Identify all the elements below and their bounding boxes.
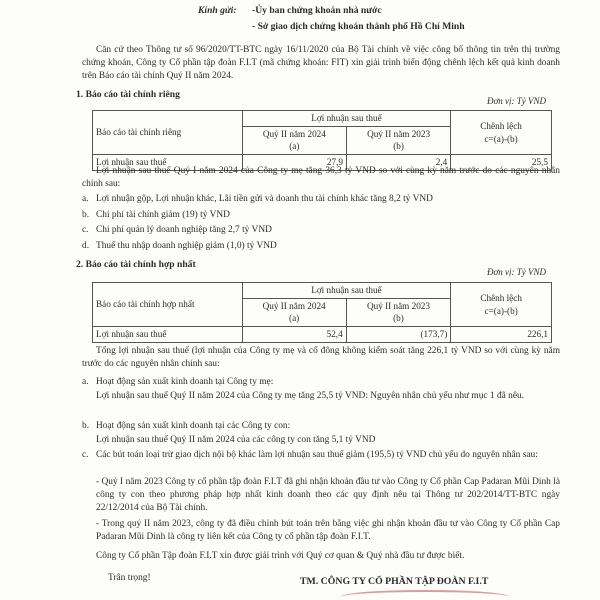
s1-col-c-header (451, 111, 552, 155)
s1-col-a-header (242, 126, 346, 154)
section1-table (92, 110, 552, 171)
s2-col-b-header (346, 298, 451, 326)
s1-col-b-header (346, 126, 450, 154)
s2-col-a-tag: (a) (289, 313, 300, 324)
list-item (82, 193, 560, 206)
item-text: Chi phí quản lý doanh nghiệp tăng 2,7 tỷ VND (96, 225, 272, 235)
s2-col-b-label: Quý II năm 2023 (366, 300, 430, 311)
item-text: Chi phí tài chính giảm (19) tỷ VND (96, 210, 230, 220)
item-label: c. (82, 225, 89, 235)
item-label: b. (82, 421, 90, 431)
s1-val-a: 27,9 (242, 155, 346, 171)
list-item (82, 449, 560, 462)
item-title: Các bút toán loại trừ giao dịch nội bộ khác làm lợi nhuận sau thuế giảm (195,5) tỷ VND chủ yếu do nguyên nhân sau: (96, 450, 538, 460)
section1-unit: Đơn vị: Tỷ VND (486, 96, 546, 106)
item-title: Hoạt động sản xuất kinh doanh tại các Công ty con: (96, 421, 291, 431)
s1-val-b: 2,4 (346, 155, 450, 171)
s1-col-b-label: Quý II năm 2023 (367, 128, 431, 139)
s2-col-a-header (242, 298, 346, 326)
recipient-1: -Ủy ban chứng khoán nhà nước (252, 5, 382, 16)
s2-col-c-label: Chênh lệch (480, 292, 522, 303)
section2-paragraph: Tổng lợi nhuận sau thuế (lợi nhuận của Công ty mẹ và cổ đông không kiểm soát tăng 226,1 tỷ VND so với cùng kỳ năm trước do các nguyên nhân chính sau: (82, 346, 560, 369)
s1-group-header: Lợi nhuận sau thuế (242, 111, 450, 127)
table-row (93, 327, 552, 343)
kinh-gui-label: Kính gửi: (198, 5, 237, 16)
s1-val-c: 25,5 (451, 155, 552, 171)
s2-col-b-tag: (b) (393, 313, 404, 324)
item-text: Thuế thu nhập doanh nghiệp giảm (1,0) tỷ VND (96, 241, 277, 251)
s1-row-header: Báo cáo tài chính riêng (93, 111, 243, 155)
list-item (82, 224, 560, 237)
list-item (82, 376, 560, 389)
s2-row-label: Lợi nhuận sau thuế (93, 327, 243, 343)
item-label: d. (82, 241, 90, 251)
s1-col-c-formula: c=(a)-(b) (484, 133, 518, 144)
s1-row-label: Lợi nhuận sau thuế (93, 155, 243, 171)
item-title: Hoạt động sản xuất kinh doanh tại Công ty mẹ: (96, 377, 274, 387)
s1-col-b-tag: (b) (393, 141, 404, 152)
recipient-2: - Sở giao dịch chứng khoán thành phố Hồ Chí Minh (252, 21, 465, 32)
item-label: b. (82, 210, 90, 220)
item-label: a. (82, 194, 89, 204)
item-text: Lợi nhuận gộp, Lợi nhuận khác, Lãi tiền gửi và doanh thu tài chính khác tăng 8,2 tỷ VND (96, 194, 433, 204)
s2-val-b: (173,7) (346, 327, 451, 343)
section1-title: 1. Báo cáo tài chính riêng (76, 89, 180, 100)
s2-col-c-header (451, 283, 552, 327)
stamp-seal (340, 590, 510, 600)
intro-paragraph: Căn cứ theo Thông tư số 96/2020/TT-BTC ngày 16/11/2020 của Bộ Tài chính về việc công bố thông tin trên thị trường chứng khoán, Công ty Cổ phần tập đoàn F.I.T (mã chứng khoán: FIT) xin giải trình biến động chênh lệch kết quả kinh doanh trên Báo cáo tài chính Quý II năm 2024. (82, 45, 560, 81)
closing-line: Công ty Cổ phần Tập đoàn F.I.T xin được giải trình với Quý cơ quan & Quý nhà đầu tư được biết. (96, 551, 465, 561)
item-label: a. (82, 377, 89, 387)
list-item (82, 209, 560, 222)
s1-col-a-label: Quý II năm 2024 (262, 128, 326, 139)
s2-row-header: Báo cáo tài chính hợp nhất (93, 283, 243, 327)
item-c-bullet-2: - Trong quý II năm 2023, công ty đã điều chỉnh bút toán trên bằng việc ghi nhận khoản đầu tư vào Công ty Cổ phần Cap Padaran Mũi Dinh là công ty liên kết của Công ty cổ phần tập đoàn F.I.T. (96, 519, 560, 542)
s2-group-header: Lợi nhuận sau thuế (242, 283, 451, 299)
section1-paragraph: Lợi nhuận sau thuế Quý I năm 2024 của Công ty mẹ tăng 36,3 tỷ VND so với cùng kỳ năm trước do các nguyên nhân chính sau: (82, 166, 560, 189)
item-c-bullet-1: - Quý I năm 2023 Công ty cổ phần tập đoàn F.I.T đã ghi nhận khoản đầu tư vào Công ty Cổ phần Cap Padaran Mũi Dinh là công ty con theo phương pháp hợp nhất kinh doanh theo các quy định nêu tại Thông tư 202/2014/TT-BTC ngày 22/12/2014 của Bộ Tài chính. (96, 477, 560, 513)
section2-unit: Đơn vị: Tỷ VND (486, 267, 546, 277)
s2-val-a: 52,4 (242, 327, 346, 343)
item-a-text: Lợi nhuận sau thuế Quý II năm 2024 của Công ty mẹ tăng 25,5 tỷ VND: Nguyên nhân chủ yếu như mục 1 đã nêu. (96, 391, 525, 401)
section2-table (92, 282, 552, 343)
regards: Trân trọng! (108, 573, 151, 583)
s2-val-c: 226,1 (451, 327, 552, 343)
signer-title: TM. CÔNG TY CỔ PHẦN TẬP ĐOÀN F.I.T (300, 576, 489, 587)
s1-col-a-tag: (a) (289, 141, 300, 152)
item-label: c. (82, 450, 89, 460)
list-item (82, 240, 560, 253)
s2-col-c-formula: c=(a)-(b) (484, 305, 518, 316)
s1-col-c-label: Chênh lệch (480, 120, 522, 131)
s2-col-a-label: Quý II năm 2024 (262, 300, 326, 311)
section2-title: 2. Báo cáo tài chính hợp nhất (76, 259, 196, 270)
item-b-text: Lợi nhuận sau thuế Quý II năm 2024 của các công ty con tăng 5,1 tỷ VND (96, 435, 376, 445)
list-item (82, 420, 560, 433)
